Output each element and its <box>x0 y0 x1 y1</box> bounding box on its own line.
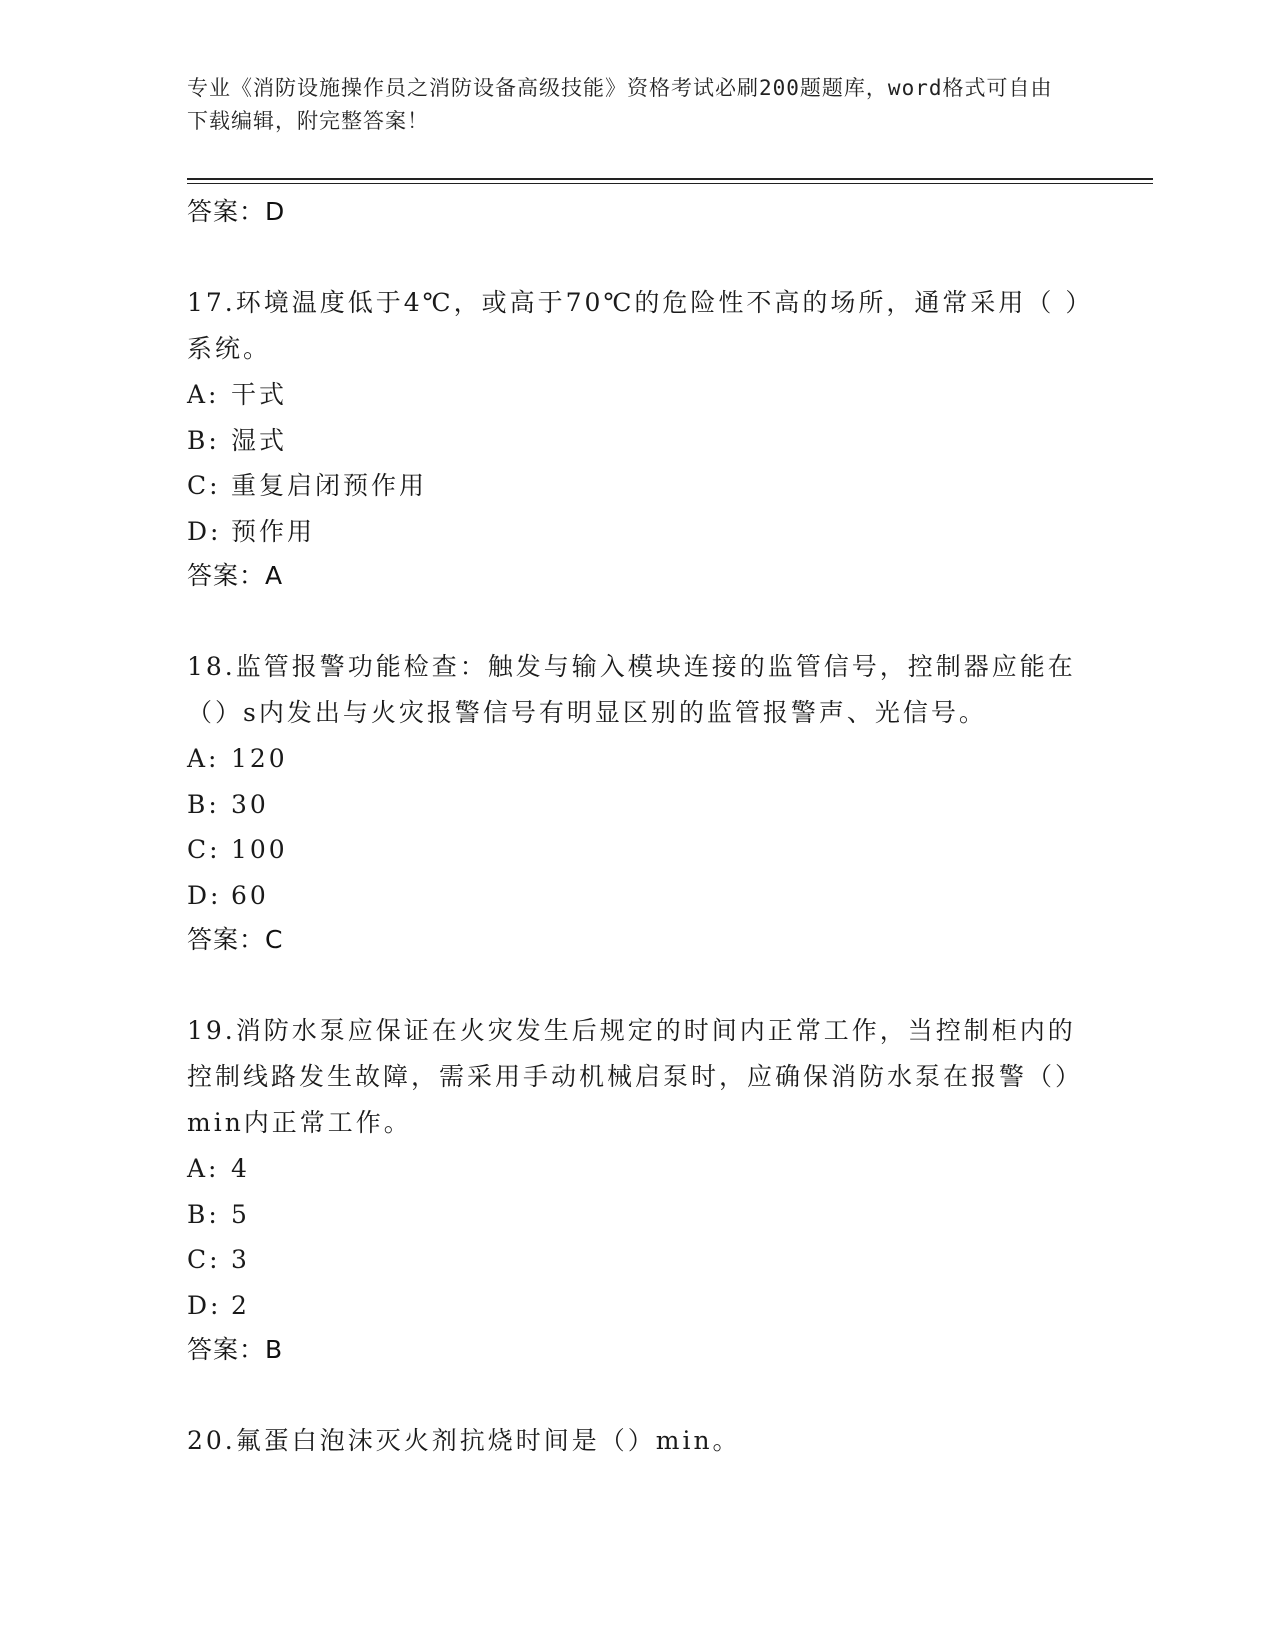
option-letter: B: <box>187 425 220 455</box>
option-letter: C: <box>187 471 221 500</box>
option-text: 湿式 <box>231 425 288 455</box>
option-text: 5 <box>231 1199 250 1229</box>
answer-label: 答案： <box>187 925 266 954</box>
answer-label: 答案： <box>187 561 266 590</box>
header-divider-thin <box>187 183 1153 184</box>
option-text: 重复启闭预作用 <box>231 471 428 500</box>
option-a <box>187 736 1087 782</box>
option-text: 100 <box>231 835 288 864</box>
answer-label: 答案： <box>187 1335 266 1364</box>
question-19 <box>187 1008 1087 1372</box>
option-text: 60 <box>231 880 269 910</box>
question-stem: 19.消防水泵应保证在火灾发生后规定的时间内正常工作，当控制柜内的控制线路发生故障，需采用手动机械启泵时，应确保消防水泵在报警（）min内正常工作。 <box>187 1016 1084 1137</box>
option-letter: D: <box>187 516 222 546</box>
question-stem: 20.氟蛋白泡沫灭火剂抗烧时间是（）min。 <box>187 1426 741 1455</box>
answer-label: 答案： <box>187 197 266 226</box>
option-b <box>187 418 1087 464</box>
option-letter: A: <box>187 1154 220 1183</box>
option-letter: A: <box>187 380 220 409</box>
option-b <box>187 1192 1087 1238</box>
option-a <box>187 1146 1087 1192</box>
question-answer <box>187 1328 1087 1372</box>
answer-value: A <box>265 561 284 590</box>
option-c <box>187 827 1087 873</box>
question-list <box>187 190 1087 1464</box>
question-answer <box>187 918 1087 962</box>
option-letter: D: <box>187 880 222 910</box>
option-text: 2 <box>231 1290 250 1320</box>
option-letter: C: <box>187 1245 221 1274</box>
option-text: 30 <box>231 789 269 819</box>
question-stem: 17.环境温度低于4℃，或高于70℃的危险性不高的场所，通常采用（ ）系统。 <box>187 288 1081 363</box>
question-answer <box>187 554 1087 598</box>
option-text: 120 <box>231 744 288 773</box>
option-letter: B: <box>187 789 220 819</box>
option-b <box>187 782 1087 828</box>
answer-value: C <box>265 925 284 954</box>
option-text: 干式 <box>231 380 288 409</box>
previous-answer <box>187 190 1087 234</box>
option-text: 预作用 <box>231 516 316 546</box>
answer-value: B <box>265 1335 284 1364</box>
option-letter: B: <box>187 1199 220 1229</box>
page-header: 专业《消防设施操作员之消防设备高级技能》资格考试必刷200题题库，word格式可自由下载编辑，附完整答案！ <box>187 76 1053 133</box>
option-d <box>187 873 1087 919</box>
header-divider-thick <box>187 178 1153 180</box>
option-a <box>187 372 1087 418</box>
option-letter: A: <box>187 744 220 773</box>
option-text: 3 <box>231 1245 250 1274</box>
option-c <box>187 463 1087 509</box>
question-18 <box>187 644 1087 962</box>
option-letter: C: <box>187 835 221 864</box>
question-20 <box>187 1418 1087 1464</box>
option-d <box>187 509 1087 555</box>
option-letter: D: <box>187 1290 222 1320</box>
option-c <box>187 1237 1087 1283</box>
question-17 <box>187 280 1087 598</box>
option-text: 4 <box>231 1154 250 1183</box>
answer-value: D <box>265 197 286 226</box>
option-d <box>187 1283 1087 1329</box>
question-stem: 18.监管报警功能检查：触发与输入模块连接的监管信号，控制器应能在（）s内发出与火灾报警信号有明显区别的监管报警声、光信号。 <box>187 652 1076 727</box>
